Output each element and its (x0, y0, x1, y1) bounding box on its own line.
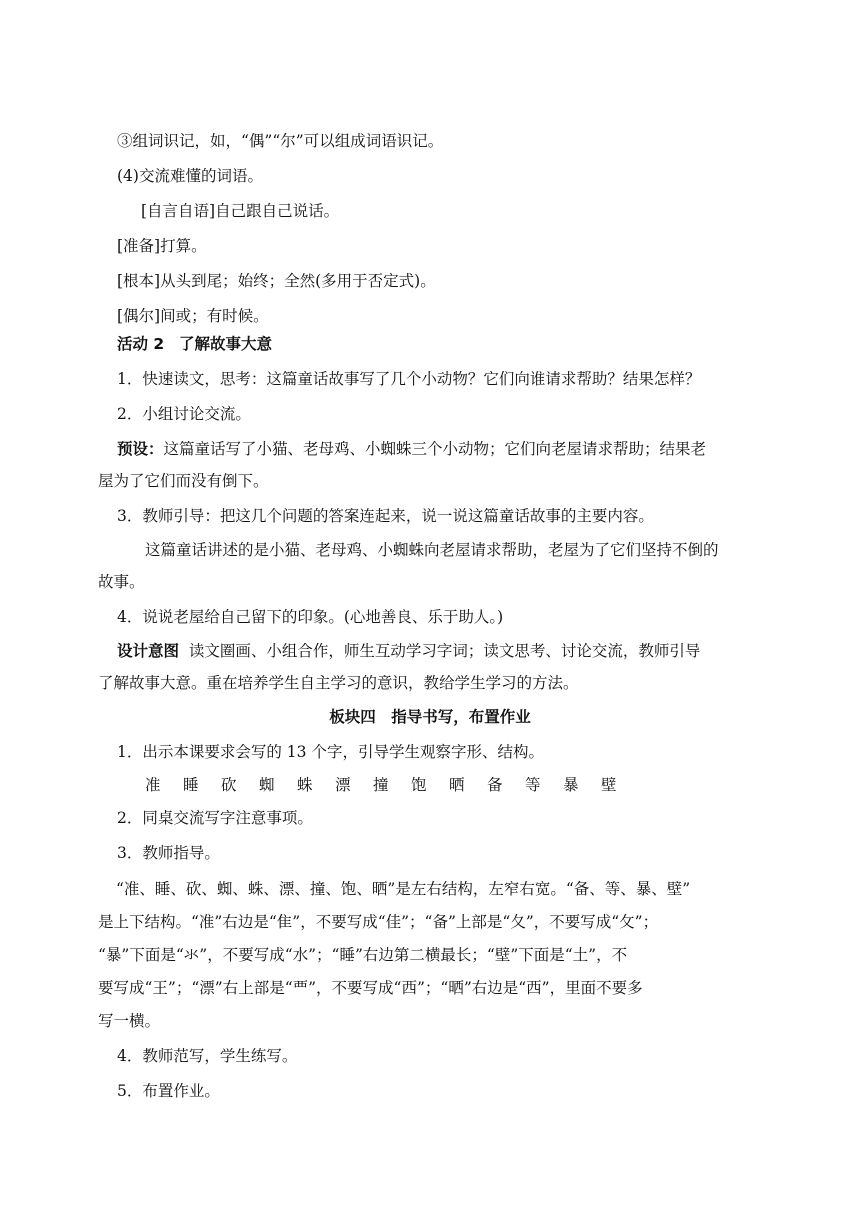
text-line: 2．小组讨论交流。 (117, 405, 251, 423)
guide-line: “暴”下面是“氺”，不要写成“水”；“睡”右边第二横最长；“壁”下面是“土”，不 (98, 946, 628, 964)
text-line: (4)交流难懂的词语。 (117, 167, 263, 185)
guide-line: 是上下结构。“准”右边是“隹”，不要写成“佳”；“备”上部是“夂”，不要写成“攵”； (98, 913, 659, 931)
guide-line: “准、睡、砍、蜘、蛛、漂、撞、饱、晒”是左右结构，左窄右宽。“备、等、暴、壁” (116, 880, 691, 898)
char-item: 等 (525, 776, 541, 794)
char-item: 蛛 (297, 776, 313, 794)
text-line: 4．说说老屋给自己留下的印象。(心地善良、乐于助人。) (117, 608, 504, 626)
summary-line: 故事。 (98, 573, 145, 591)
text-line: 3．教师引导：把这几个问题的答案连起来，说一说这篇童话故事的主要内容。 (117, 507, 654, 525)
char-item: 饱 (411, 776, 427, 794)
preset-label: 预设： (117, 440, 164, 458)
activity-heading (117, 334, 787, 354)
text-line: [偶尔]间或；有时候。 (117, 307, 269, 325)
text-line: 屋为了它们而没有倒下。 (98, 472, 269, 490)
text-line: ③组词识记，如，“偶”“尔”可以组成词语识记。 (117, 132, 444, 150)
text-line: 了解故事大意。重在培养学生自主学习的意识，教给学生学习的方法。 (98, 674, 579, 692)
char-item: 砍 (221, 776, 237, 794)
guide-line: 要写成“王”；“漂”右上部是“覀”，不要写成“西”；“晒”右边是“西”，里面不要多 (98, 979, 643, 997)
guide-line: 写一横。 (98, 1012, 161, 1030)
char-item: 备 (487, 776, 503, 794)
char-item: 撞 (373, 776, 389, 794)
text-line: [根本]从头到尾；始终；全然(多用于否定式)。 (117, 272, 436, 290)
text-line: 1．快速读文，思考：这篇童话故事写了几个小动物？它们向谁请求帮助？结果怎样？ (117, 370, 701, 388)
character-list (145, 775, 815, 795)
activity-title: 了解故事大意 (178, 335, 272, 353)
char-item: 蜘 (259, 776, 275, 794)
char-item: 准 (145, 776, 161, 794)
text-line: 1．出示本课要求会写的 13 个字，引导学生观察字形、结构。 (117, 743, 544, 761)
design-label: 设计意图 (117, 642, 180, 660)
char-item: 暴 (563, 776, 579, 794)
preset-line: 预设：这篇童话写了小猫、老母鸡、小蜘蛛三个小动物；它们向老屋请求帮助；结果老 (117, 440, 707, 458)
char-item: 睡 (183, 776, 199, 794)
text-line: 2．同桌交流写字注意事项。 (117, 809, 313, 827)
char-item: 漂 (335, 776, 351, 794)
text-line: 3．教师指导。 (117, 844, 220, 862)
text-line: [准备]打算。 (117, 237, 207, 255)
activity-label: 活动 2 (117, 335, 165, 353)
char-item: 壁 (601, 776, 617, 794)
text-line: 5．布置作业。 (117, 1082, 220, 1100)
summary-line: 这篇童话讲述的是小猫、老母鸡、小蜘蛛向老屋请求帮助，老屋为了它们坚持不倒的 (145, 541, 719, 559)
text-line: [自言自语]自己跟自己说话。 (141, 202, 340, 220)
text-line: 4．教师范写，学生练写。 (117, 1047, 298, 1065)
section-heading: 板块四 指导书写，布置作业 (329, 708, 531, 726)
design-line: 设计意图 读文圈画、小组合作，师生互动学习字词；读文思考、讨论交流，教师引导 (117, 642, 701, 660)
char-item: 晒 (449, 776, 465, 794)
